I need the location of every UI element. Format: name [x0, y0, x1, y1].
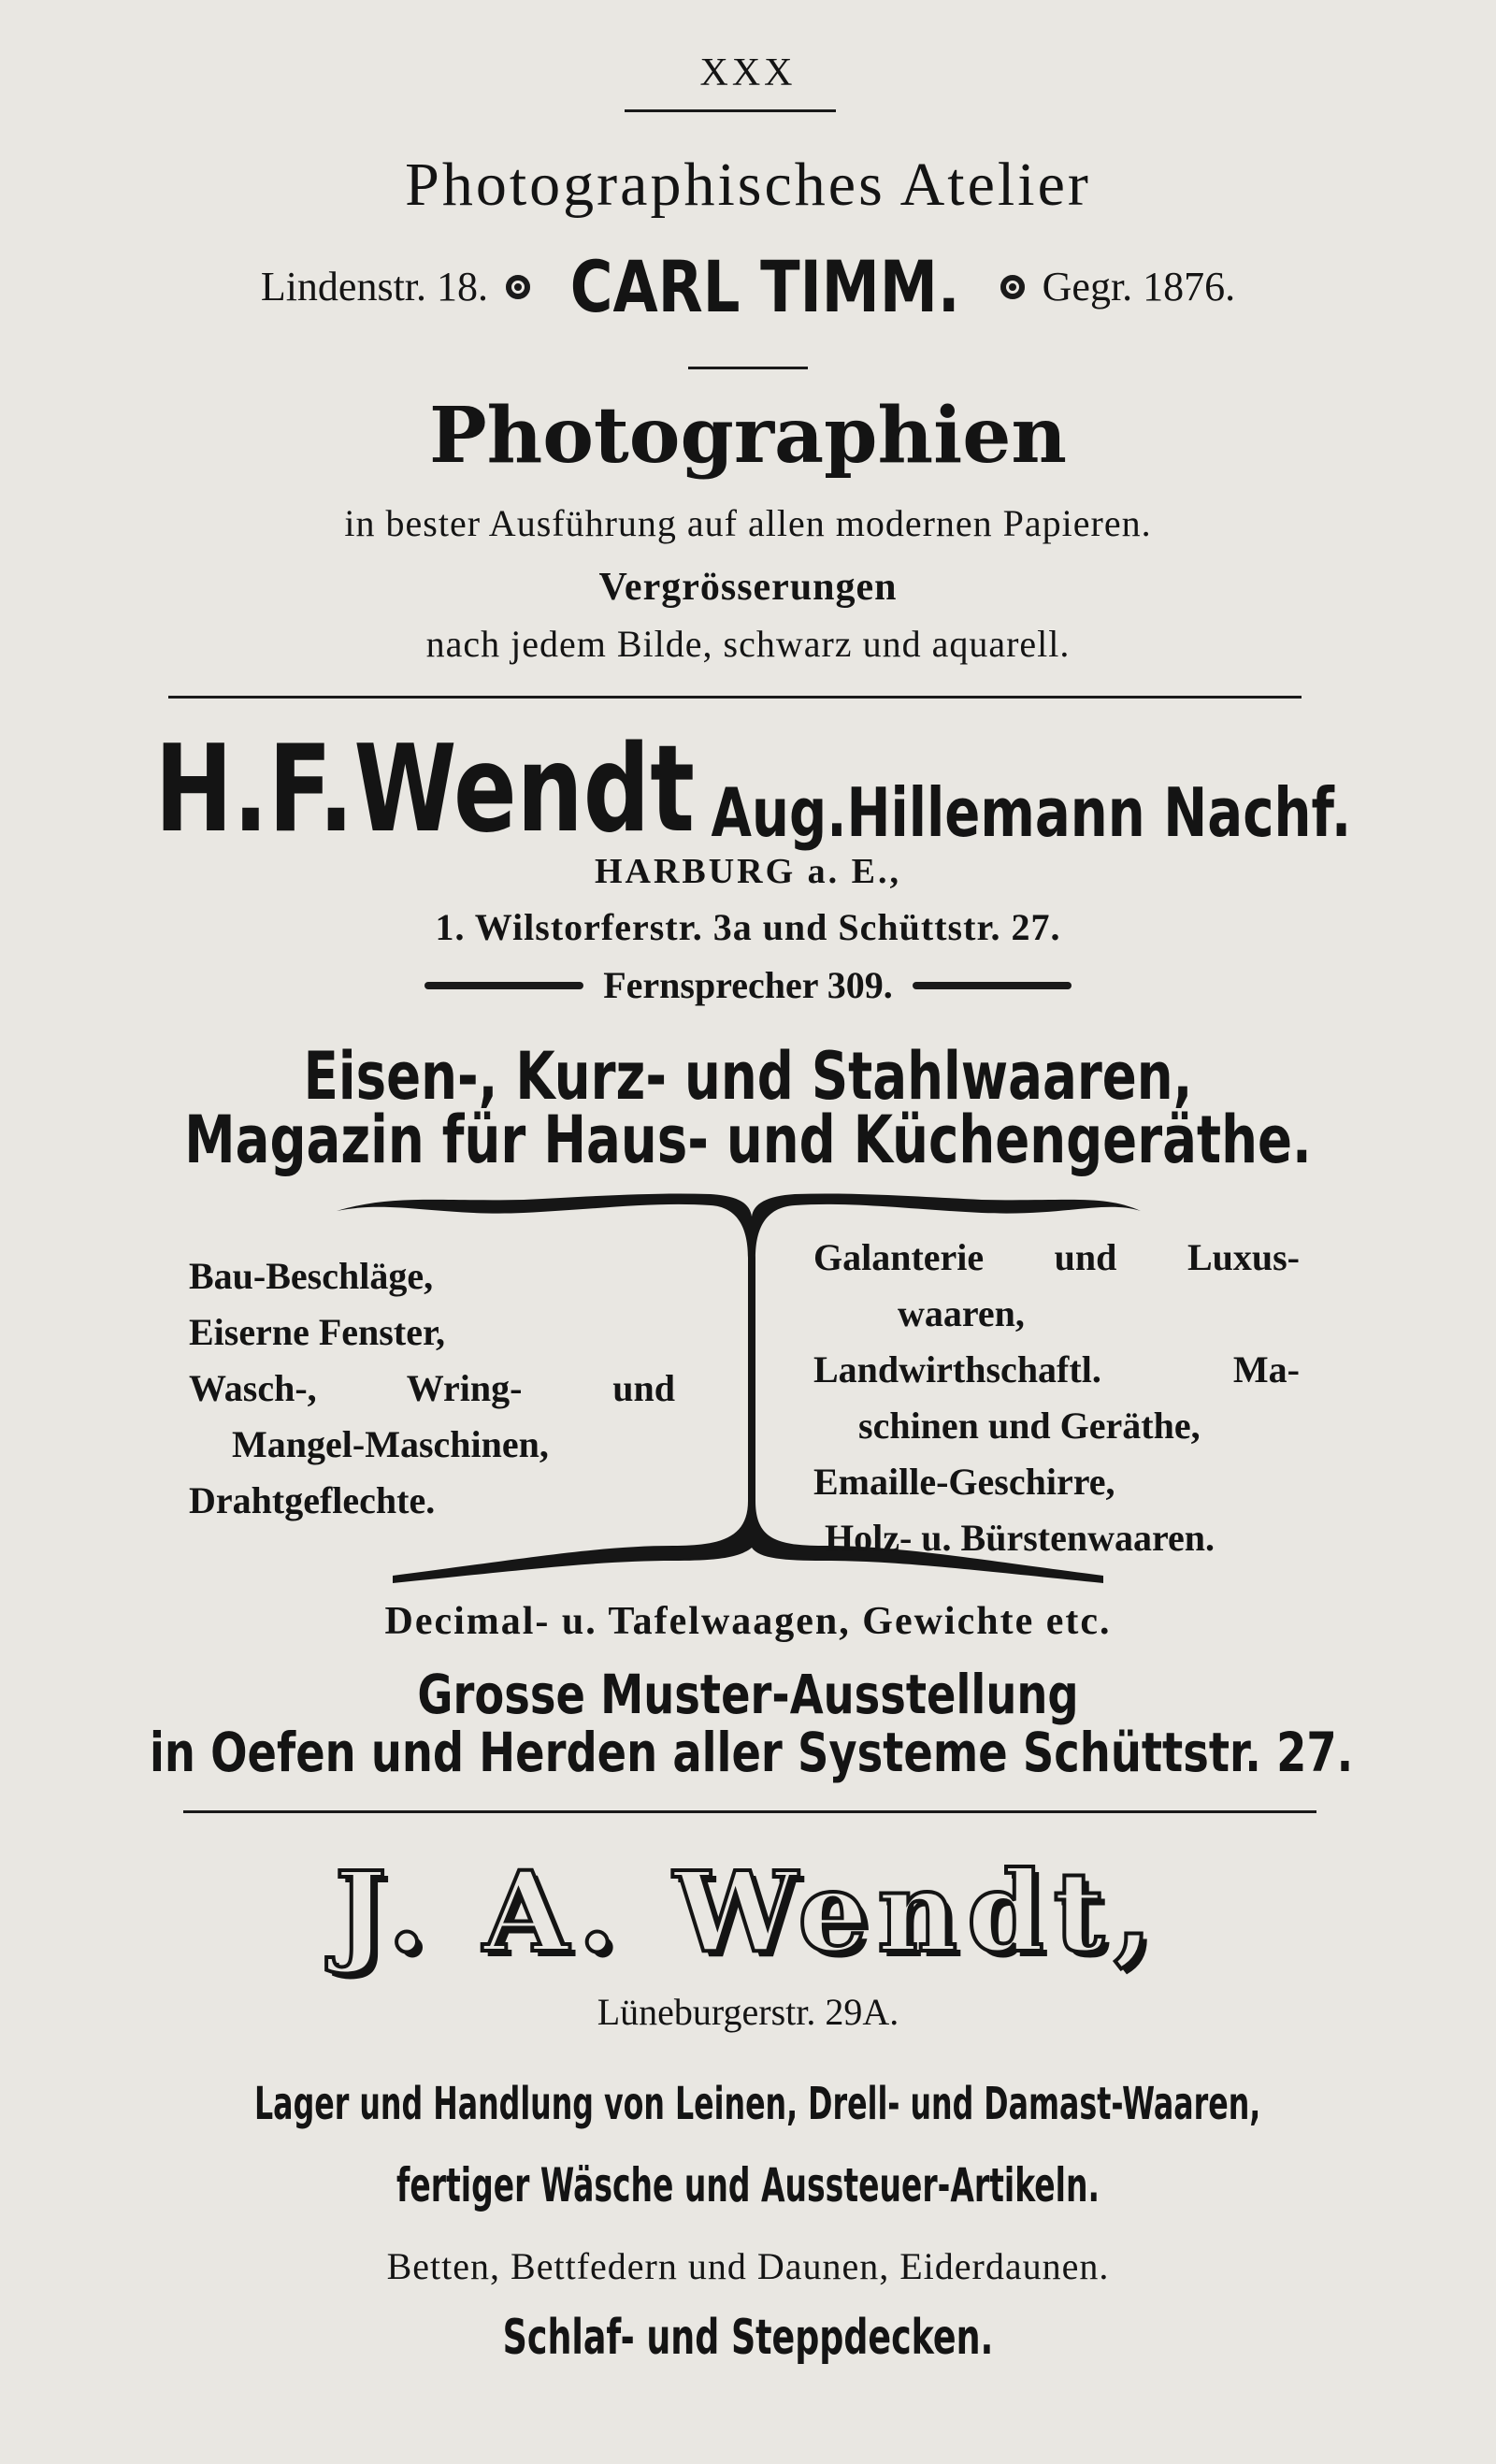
ornament-icon	[1000, 275, 1025, 299]
section-rule	[168, 696, 1302, 699]
right-item: Galanterie und Luxus-	[813, 1236, 1300, 1278]
atelier-heading: Photographisches Atelier	[405, 151, 1091, 219]
timm-name-line	[0, 245, 1496, 328]
page-number: XXX	[699, 51, 797, 94]
hf-wendt-city: HARBURG a. E.,	[594, 852, 902, 891]
timm-sub: Vergrösserungen	[598, 566, 898, 609]
hf-wendt-successor: Aug.Hillemann Nachf.	[711, 773, 1352, 852]
right-item: Emaille-Geschirre,	[813, 1461, 1115, 1503]
left-item: Mangel-Maschinen,	[232, 1423, 549, 1465]
left-item: Wasch-, Wring- und	[189, 1367, 675, 1409]
ja-wendt-address: Lüneburgerstr. 29A.	[597, 1991, 899, 2033]
hf-wendt-headline1: Eisen-, Kurz- und Stahlwaaren,	[303, 1038, 1193, 1115]
left-item: Bau-Beschläge,	[189, 1255, 434, 1297]
hf-wendt-scales: Decimal- u. Tafelwaagen, Gewichte etc.	[384, 1600, 1112, 1643]
ornament-icon	[506, 275, 530, 299]
timm-address: Lindenstr. 18.	[260, 264, 489, 310]
hf-wendt-headline2: Magazin für Haus- und Küchengeräthe.	[184, 1102, 1312, 1178]
hf-wendt-phone: Fernsprecher 309.	[603, 964, 893, 1006]
hf-wendt-phone-line	[0, 963, 1496, 1010]
timm-line2: nach jedem Bilde, schwarz und aquarell.	[425, 623, 1071, 665]
right-item: Holz- u. Bürstenwaaren.	[825, 1517, 1216, 1559]
right-item: Landwirthschaftl. Ma-	[813, 1348, 1300, 1391]
left-product-list	[189, 1248, 675, 1529]
right-item: schinen und Geräthe,	[858, 1405, 1201, 1447]
right-product-list	[813, 1230, 1300, 1566]
ja-wendt-line4: Schlaf- und Steppdecken.	[502, 2310, 994, 2366]
ja-wendt-line3: Betten, Bettfedern und Daunen, Eiderdaunen.	[386, 2245, 1110, 2287]
phone-rule-left	[424, 982, 583, 989]
timm-founded: Gegr. 1876.	[1042, 264, 1236, 310]
divider-dots	[688, 367, 808, 369]
phone-rule-right	[913, 982, 1072, 989]
hf-wendt-address: 1. Wilstorferstr. 3a und Schüttstr. 27.	[435, 906, 1061, 948]
left-item: Eiserne Fenster,	[189, 1311, 446, 1353]
timm-name: CARL TIMM.	[569, 245, 960, 328]
hf-wendt-exhibition1: Grosse Muster-Ausstellung	[417, 1663, 1079, 1726]
ja-wendt-line2: fertiger Wäsche und Aussteuer-Artikeln.	[396, 2158, 1100, 2212]
ja-wendt-name: J. A. Wendt,	[334, 1847, 1162, 1977]
header-rule	[625, 109, 836, 112]
hf-wendt-exhibition2: in Oefen und Herden aller Systeme Schüttstr. 27.	[150, 1721, 1354, 1784]
hf-wendt-title-line	[0, 720, 1496, 859]
ja-wendt-line1: Lager und Handlung von Leinen, Drell- und Damast-Waaren,	[254, 2078, 1261, 2130]
section-rule	[183, 1810, 1316, 1813]
left-item: Drahtgeflechte.	[189, 1479, 436, 1521]
timm-line1: in bester Ausführung auf allen modernen Papieren.	[344, 502, 1152, 544]
hf-wendt-name: H.F.Wendt	[154, 720, 696, 859]
right-item: waaren,	[898, 1292, 1025, 1334]
timm-product: Photographien	[428, 391, 1068, 481]
